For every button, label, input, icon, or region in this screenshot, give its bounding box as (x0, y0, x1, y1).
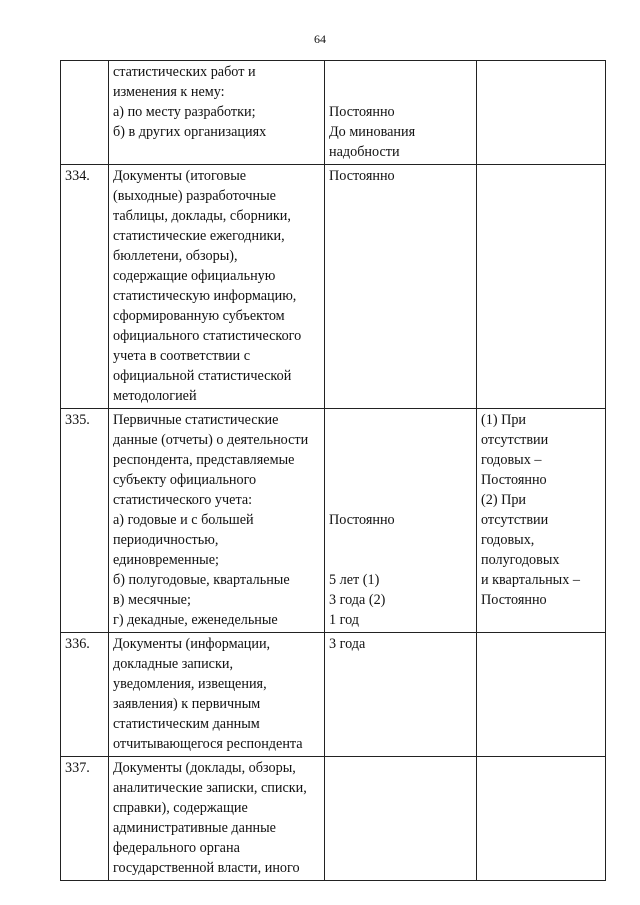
document-description-line: (выходные) разработочные (113, 188, 276, 204)
table-row (61, 61, 606, 165)
document-description-line: респондента, представляемые (113, 452, 295, 468)
document-description-line: таблицы, доклады, сборники, (113, 208, 291, 224)
retention-term (325, 165, 477, 409)
document-description-line: статистические ежегодники, (113, 228, 285, 244)
article-number: 335. (61, 409, 109, 633)
document-description-line: изменения к нему: (113, 84, 225, 100)
document-description-line: статистическую информацию, (113, 288, 297, 304)
table-row (61, 409, 606, 633)
retention-term (325, 409, 477, 633)
document-description-line: официального статистического (113, 328, 302, 344)
document-description-line: федерального органа (113, 840, 240, 856)
retention-note-line: Постоянно (481, 592, 547, 608)
article-number: 336. (61, 633, 109, 757)
document-description-line: бюллетени, обзоры), (113, 248, 238, 264)
retention-note (477, 757, 606, 881)
retention-note (477, 633, 606, 757)
document-description-line: статистических работ и (113, 64, 256, 80)
retention-note-line: (1) При (481, 412, 527, 428)
retention-note-line: отсутствии (481, 432, 549, 448)
document-description-line: единовременные; (113, 552, 219, 568)
document-description (109, 61, 325, 165)
document-description-line: б) полугодовые, квартальные (113, 572, 290, 588)
document-description-line: а) по месту разработки; (113, 104, 256, 120)
retention-note (477, 409, 606, 633)
page-number: 64 (314, 32, 326, 46)
table-row (61, 757, 606, 881)
retention-term-line: Постоянно (329, 104, 395, 120)
retention-note-line: Постоянно (481, 472, 547, 488)
retention-term (325, 757, 477, 881)
retention-term-line: 3 года (329, 636, 366, 652)
retention-note-line: отсутствии (481, 512, 549, 528)
article-number (61, 61, 109, 165)
retention-term-line: 5 лет (1) (329, 572, 380, 588)
document-description-line: уведомления, извещения, (113, 676, 267, 692)
retention-term (325, 61, 477, 165)
document-description (109, 633, 325, 757)
document-description-line: отчитывающегося респондента (113, 736, 303, 752)
table-row (61, 165, 606, 409)
retention-note (477, 165, 606, 409)
document-description-line: статистическим данным (113, 716, 260, 732)
retention-term-line: Постоянно (329, 168, 395, 184)
document-description-line: субъекту официального (113, 472, 257, 488)
document-description (109, 165, 325, 409)
document-description-line: методологией (113, 388, 197, 404)
document-description-line: б) в других организациях (113, 124, 267, 140)
retention-note-line: годовых – (481, 452, 542, 468)
document-description-line: аналитические записки, списки, (113, 780, 307, 796)
document-description-line: Документы (информации, (113, 636, 271, 652)
document-description-line: а) годовые и с большей (113, 512, 254, 528)
retention-note-line: и квартальных – (481, 572, 580, 588)
document-description-line: сформированную субъектом (113, 308, 285, 324)
retention-term-line: Постоянно (329, 512, 395, 528)
document-description-line: государственной власти, иного (113, 860, 300, 876)
document-description-line: статистического учета: (113, 492, 253, 508)
retention-table (60, 60, 606, 881)
retention-term (325, 633, 477, 757)
document-description-line: содержащие официальную (113, 268, 276, 284)
document-description-line: учета в соответствии с (113, 348, 250, 364)
retention-note (477, 61, 606, 165)
document-description-line: Документы (итоговые (113, 168, 247, 184)
retention-term-line: 1 год (329, 612, 360, 628)
retention-term-line: До минования (329, 124, 416, 140)
retention-note-line: полугодовых (481, 552, 560, 568)
document-description-line: периодичностью, (113, 532, 219, 548)
document-description-line: данные (отчеты) о деятельности (113, 432, 309, 448)
article-number: 334. (61, 165, 109, 409)
document-description (109, 757, 325, 881)
document-description-line: докладные записки, (113, 656, 233, 672)
retention-note-line: годовых, (481, 532, 535, 548)
document-description-line: официальной статистической (113, 368, 292, 384)
document-description-line: Документы (доклады, обзоры, (113, 760, 296, 776)
document-description-line: заявления) к первичным (113, 696, 261, 712)
document-description-line: в) месячные; (113, 592, 191, 608)
retention-term-line: 3 года (2) (329, 592, 386, 608)
document-description-line: справки), содержащие (113, 800, 248, 816)
table-row (61, 633, 606, 757)
retention-term-line: надобности (329, 144, 400, 160)
document-description-line: Первичные статистические (113, 412, 279, 428)
article-number: 337. (61, 757, 109, 881)
document-description-line: административные данные (113, 820, 276, 836)
retention-note-line: (2) При (481, 492, 527, 508)
document-description-line: г) декадные, еженедельные (113, 612, 278, 628)
document-description (109, 409, 325, 633)
